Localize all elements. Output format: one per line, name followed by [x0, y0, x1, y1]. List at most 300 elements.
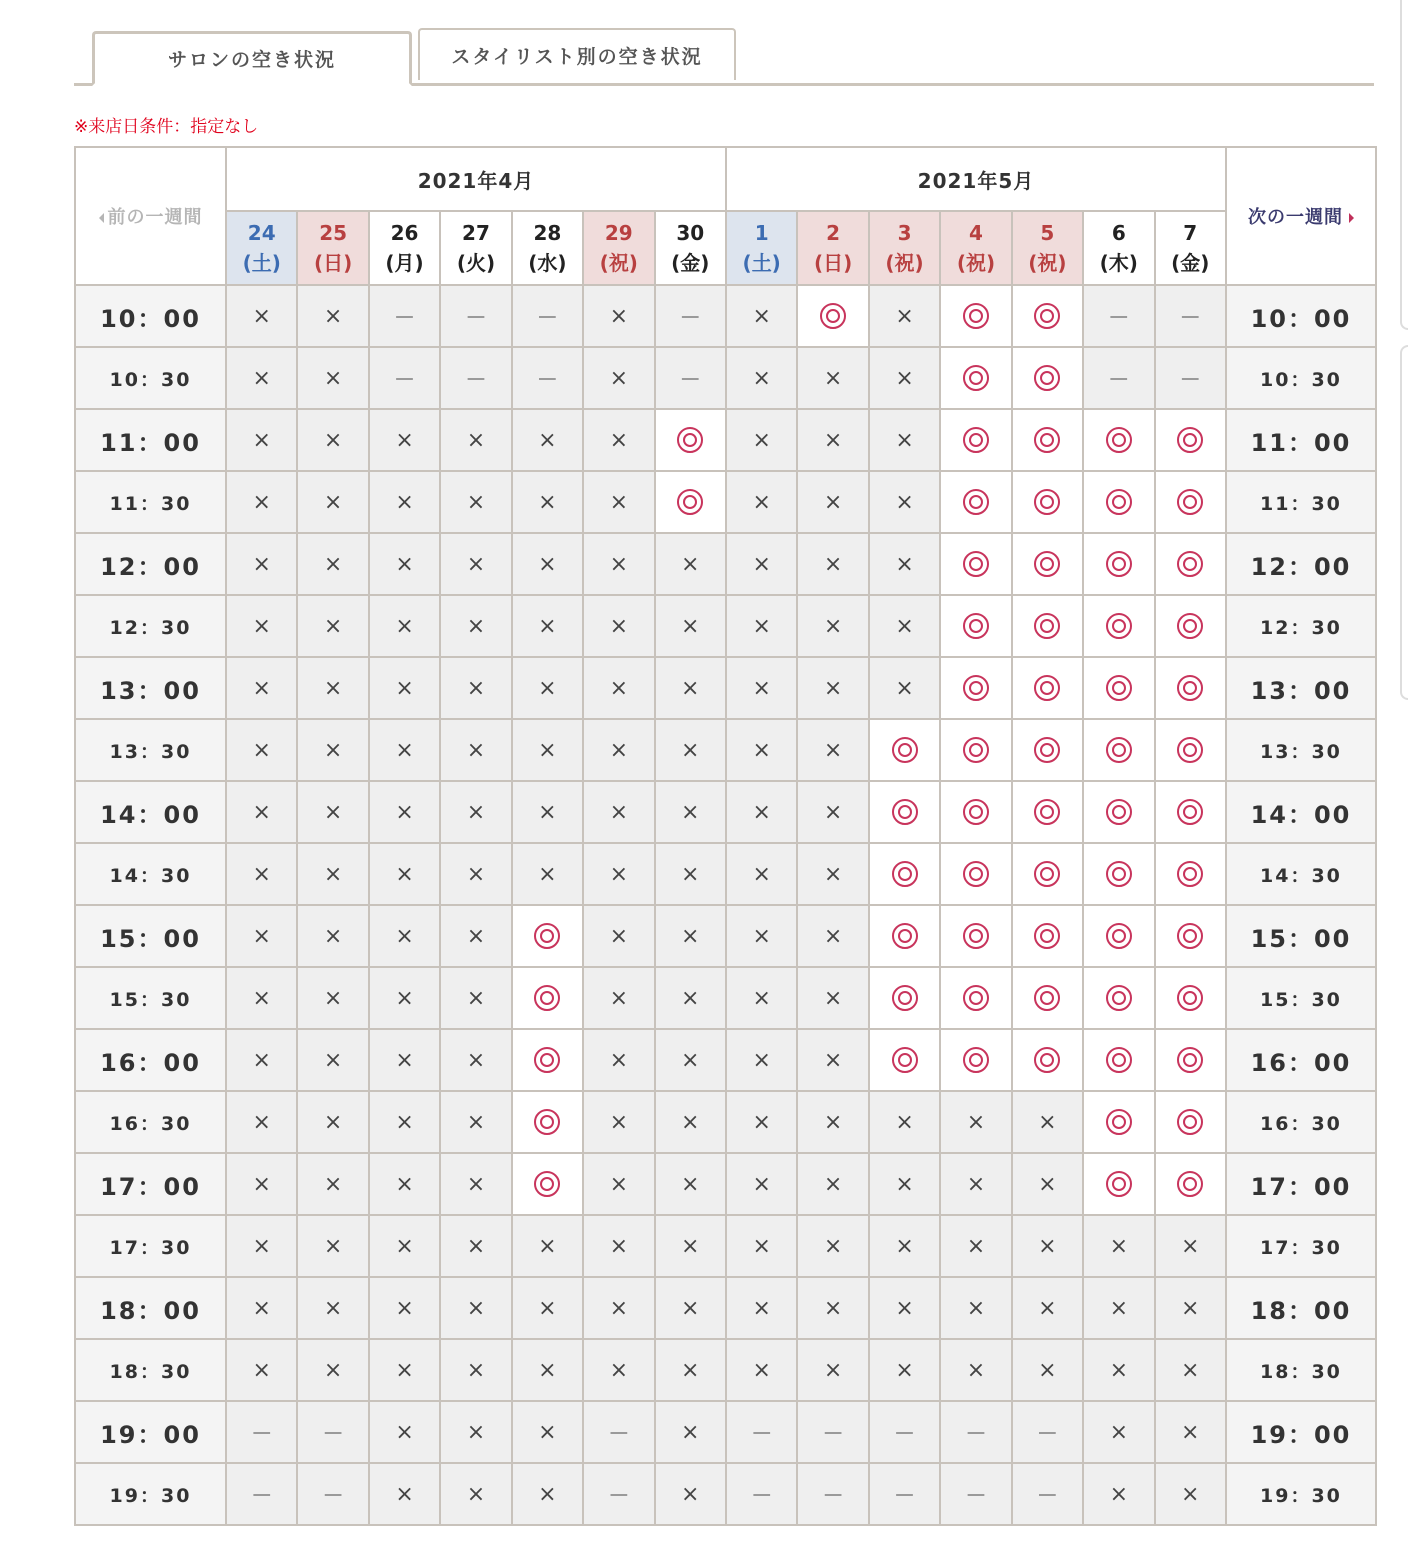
- slot-full: ×: [655, 1091, 726, 1153]
- slot-full: ×: [797, 533, 868, 595]
- day-header: [1155, 211, 1226, 285]
- slot-available[interactable]: [940, 967, 1011, 1029]
- slot-full: ×: [726, 533, 797, 595]
- slot-available[interactable]: [1012, 533, 1083, 595]
- slot-closed: －: [369, 285, 440, 347]
- left-time-label: 14：30: [75, 843, 226, 905]
- double-circle-icon: [677, 489, 703, 515]
- slot-full: ×: [512, 719, 583, 781]
- visit-date-condition: ※来店日条件：指定なし: [74, 117, 259, 137]
- slot-full: ×: [797, 1029, 868, 1091]
- slot-full: ×: [512, 409, 583, 471]
- slot-full: ×: [797, 409, 868, 471]
- day-of-week: (祝): [599, 251, 638, 275]
- slot-available[interactable]: [1155, 781, 1226, 843]
- slot-available[interactable]: [1083, 471, 1154, 533]
- slot-available[interactable]: [1155, 905, 1226, 967]
- slot-available[interactable]: [1012, 1029, 1083, 1091]
- slot-full: ×: [512, 781, 583, 843]
- slot-available[interactable]: [1155, 719, 1226, 781]
- slot-full: ×: [655, 1215, 726, 1277]
- time-row: [75, 781, 1376, 843]
- double-circle-icon: [534, 923, 560, 949]
- right-time-label: 19：00: [1226, 1401, 1376, 1463]
- right-time-label: 10：00: [1226, 285, 1376, 347]
- time-row: [75, 409, 1376, 471]
- slot-closed: －: [440, 347, 511, 409]
- slot-full: ×: [583, 1091, 654, 1153]
- slot-full: ×: [797, 1091, 868, 1153]
- slot-full: ×: [583, 1215, 654, 1277]
- slot-available[interactable]: [940, 719, 1011, 781]
- next-week-label: 次の一週間: [1247, 207, 1343, 228]
- day-of-week: (水): [528, 251, 567, 275]
- double-circle-icon: [1034, 985, 1060, 1011]
- slot-full: ×: [1155, 1339, 1226, 1401]
- slot-full: ×: [297, 1277, 368, 1339]
- slot-available[interactable]: [1012, 471, 1083, 533]
- slot-available[interactable]: [1155, 409, 1226, 471]
- slot-full: ×: [655, 533, 726, 595]
- slot-full: ×: [512, 1277, 583, 1339]
- slot-available[interactable]: [1083, 595, 1154, 657]
- right-time-label: 16：30: [1226, 1091, 1376, 1153]
- slot-available[interactable]: [512, 1153, 583, 1215]
- double-circle-icon: [1034, 861, 1060, 887]
- slot-full: ×: [726, 285, 797, 347]
- slot-available[interactable]: [1155, 471, 1226, 533]
- slot-full: ×: [940, 1277, 1011, 1339]
- slot-full: ×: [655, 1029, 726, 1091]
- slot-available[interactable]: [940, 843, 1011, 905]
- slot-available[interactable]: [1012, 409, 1083, 471]
- slot-full: ×: [940, 1153, 1011, 1215]
- slot-available[interactable]: [1012, 657, 1083, 719]
- slot-full: ×: [583, 1277, 654, 1339]
- slot-full: ×: [226, 285, 297, 347]
- slot-available[interactable]: [655, 409, 726, 471]
- slot-available[interactable]: [940, 285, 1011, 347]
- slot-closed: －: [869, 1401, 940, 1463]
- left-time-label: 12：00: [75, 533, 226, 595]
- double-circle-icon: [963, 675, 989, 701]
- slot-full: ×: [726, 905, 797, 967]
- slot-closed: －: [440, 285, 511, 347]
- slot-available[interactable]: [655, 471, 726, 533]
- right-time-label: 12：00: [1226, 533, 1376, 595]
- next-week-button[interactable]: [1226, 147, 1376, 285]
- day-of-week: (月): [385, 251, 424, 275]
- slot-full: ×: [726, 595, 797, 657]
- left-time-label: 18：30: [75, 1339, 226, 1401]
- slot-available[interactable]: [1083, 1091, 1154, 1153]
- prev-week-label: 前の一週間: [107, 207, 203, 228]
- slot-full: ×: [440, 719, 511, 781]
- slot-closed: －: [226, 1463, 297, 1525]
- double-circle-icon: [1106, 675, 1132, 701]
- slot-full: ×: [583, 967, 654, 1029]
- slot-full: ×: [1155, 1277, 1226, 1339]
- slot-full: ×: [583, 409, 654, 471]
- slot-closed: －: [1012, 1463, 1083, 1525]
- slot-full: ×: [512, 533, 583, 595]
- day-header: [440, 211, 511, 285]
- time-row: [75, 843, 1376, 905]
- tab-salon-availability[interactable]: サロンの空き状況: [92, 31, 412, 86]
- slot-available[interactable]: [940, 347, 1011, 409]
- slot-full: ×: [869, 595, 940, 657]
- slot-available[interactable]: [940, 781, 1011, 843]
- double-circle-icon: [1106, 799, 1132, 825]
- tab-stylist-availability[interactable]: スタイリスト別の空き状況: [418, 28, 736, 80]
- slot-full: ×: [797, 719, 868, 781]
- day-header: [369, 211, 440, 285]
- double-circle-icon: [1034, 489, 1060, 515]
- left-time-label: 13：30: [75, 719, 226, 781]
- slot-full: ×: [297, 719, 368, 781]
- slot-available[interactable]: [512, 1029, 583, 1091]
- time-row: [75, 1401, 1376, 1463]
- prev-week-button[interactable]: [75, 147, 226, 285]
- double-circle-icon: [1034, 675, 1060, 701]
- left-time-label: 19：30: [75, 1463, 226, 1525]
- slot-full: ×: [297, 967, 368, 1029]
- left-time-label: 19：00: [75, 1401, 226, 1463]
- slot-closed: －: [512, 285, 583, 347]
- slot-full: ×: [512, 657, 583, 719]
- time-row: [75, 657, 1376, 719]
- double-circle-icon: [1034, 799, 1060, 825]
- double-circle-icon: [1177, 1109, 1203, 1135]
- slot-full: ×: [726, 1091, 797, 1153]
- slot-full: ×: [726, 1339, 797, 1401]
- slot-available[interactable]: [512, 1091, 583, 1153]
- slot-available[interactable]: [1155, 595, 1226, 657]
- slot-full: ×: [369, 967, 440, 1029]
- slot-full: ×: [797, 595, 868, 657]
- day-of-week: (木): [1099, 251, 1138, 275]
- time-row: [75, 1339, 1376, 1401]
- slot-available[interactable]: [1083, 533, 1154, 595]
- slot-available[interactable]: [1083, 719, 1154, 781]
- double-circle-icon: [1106, 1047, 1132, 1073]
- time-slot-grid: [75, 285, 1376, 1525]
- slot-available[interactable]: [1083, 1029, 1154, 1091]
- double-circle-icon: [1106, 861, 1132, 887]
- slot-available[interactable]: [797, 285, 868, 347]
- slot-full: ×: [869, 1215, 940, 1277]
- side-edge-decoration: [1400, 0, 1408, 330]
- double-circle-icon: [1177, 923, 1203, 949]
- slot-full: ×: [797, 905, 868, 967]
- slot-full: ×: [440, 1463, 511, 1525]
- slot-full: ×: [226, 471, 297, 533]
- slot-available[interactable]: [869, 967, 940, 1029]
- slot-full: ×: [440, 409, 511, 471]
- slot-full: ×: [226, 1277, 297, 1339]
- slot-full: ×: [797, 1215, 868, 1277]
- left-time-label: 11：30: [75, 471, 226, 533]
- slot-available[interactable]: [1012, 347, 1083, 409]
- slot-available[interactable]: [940, 1029, 1011, 1091]
- day-of-week: (日): [313, 251, 353, 275]
- double-circle-icon: [892, 799, 918, 825]
- day-of-week: (日): [813, 251, 853, 275]
- day-of-week: (金): [1171, 251, 1210, 275]
- slot-full: ×: [869, 1277, 940, 1339]
- slot-closed: －: [1155, 347, 1226, 409]
- slot-full: ×: [583, 905, 654, 967]
- slot-closed: －: [869, 1463, 940, 1525]
- slot-full: ×: [440, 533, 511, 595]
- day-date: 26: [390, 221, 419, 245]
- slot-full: ×: [297, 471, 368, 533]
- slot-full: ×: [1083, 1339, 1154, 1401]
- slot-full: ×: [583, 843, 654, 905]
- slot-full: ×: [226, 1153, 297, 1215]
- slot-full: ×: [226, 781, 297, 843]
- left-time-label: 15：30: [75, 967, 226, 1029]
- slot-full: ×: [583, 781, 654, 843]
- chevron-right-icon: [1349, 213, 1354, 223]
- slot-full: ×: [440, 1339, 511, 1401]
- slot-available[interactable]: [1012, 781, 1083, 843]
- slot-full: ×: [297, 1091, 368, 1153]
- slot-closed: －: [1083, 285, 1154, 347]
- slot-available[interactable]: [869, 1029, 940, 1091]
- slot-full: ×: [1155, 1401, 1226, 1463]
- slot-full: ×: [869, 657, 940, 719]
- slot-closed: －: [940, 1401, 1011, 1463]
- slot-full: ×: [440, 595, 511, 657]
- double-circle-icon: [820, 303, 846, 329]
- slot-full: ×: [297, 409, 368, 471]
- slot-full: ×: [583, 1029, 654, 1091]
- double-circle-icon: [963, 1047, 989, 1073]
- double-circle-icon: [963, 923, 989, 949]
- day-header: [226, 211, 297, 285]
- left-time-label: 11：00: [75, 409, 226, 471]
- slot-full: ×: [940, 1091, 1011, 1153]
- slot-available[interactable]: [940, 595, 1011, 657]
- slot-full: ×: [440, 1277, 511, 1339]
- right-time-label: 10：30: [1226, 347, 1376, 409]
- slot-full: ×: [369, 471, 440, 533]
- day-date: 6: [1111, 221, 1126, 245]
- slot-full: ×: [583, 533, 654, 595]
- time-row: [75, 595, 1376, 657]
- slot-full: ×: [512, 1401, 583, 1463]
- slot-full: ×: [583, 347, 654, 409]
- slot-available[interactable]: [1155, 967, 1226, 1029]
- right-time-label: 15：00: [1226, 905, 1376, 967]
- slot-available[interactable]: [1155, 1153, 1226, 1215]
- left-time-label: 18：00: [75, 1277, 226, 1339]
- slot-full: ×: [369, 781, 440, 843]
- time-row: [75, 967, 1376, 1029]
- slot-available[interactable]: [512, 967, 583, 1029]
- time-row: [75, 905, 1376, 967]
- day-date: 30: [676, 221, 705, 245]
- slot-full: ×: [797, 471, 868, 533]
- time-row: [75, 1463, 1376, 1525]
- slot-full: ×: [440, 905, 511, 967]
- slot-full: ×: [226, 1029, 297, 1091]
- slot-full: ×: [440, 1215, 511, 1277]
- slot-full: ×: [655, 719, 726, 781]
- double-circle-icon: [963, 551, 989, 577]
- day-header: [583, 211, 654, 285]
- slot-full: ×: [583, 595, 654, 657]
- slot-available[interactable]: [869, 719, 940, 781]
- slot-full: ×: [869, 1339, 940, 1401]
- right-time-label: 18：30: [1226, 1339, 1376, 1401]
- left-time-label: 14：00: [75, 781, 226, 843]
- day-date: 24: [247, 221, 276, 245]
- slot-full: ×: [512, 471, 583, 533]
- slot-full: ×: [512, 1215, 583, 1277]
- slot-available[interactable]: [1155, 533, 1226, 595]
- double-circle-icon: [963, 861, 989, 887]
- day-header: [1012, 211, 1083, 285]
- slot-full: ×: [226, 719, 297, 781]
- slot-full: ×: [655, 1401, 726, 1463]
- slot-available[interactable]: [1083, 905, 1154, 967]
- slot-closed: －: [297, 1401, 368, 1463]
- slot-full: ×: [369, 1401, 440, 1463]
- left-time-label: 15：00: [75, 905, 226, 967]
- time-row: [75, 1215, 1376, 1277]
- slot-full: ×: [583, 471, 654, 533]
- slot-available[interactable]: [869, 905, 940, 967]
- slot-available[interactable]: [940, 471, 1011, 533]
- slot-full: ×: [797, 781, 868, 843]
- slot-full: ×: [297, 843, 368, 905]
- month-header-may: 2021年5月: [726, 147, 1226, 211]
- slot-available[interactable]: [1155, 1091, 1226, 1153]
- slot-full: ×: [1083, 1277, 1154, 1339]
- left-time-label: 10：00: [75, 285, 226, 347]
- slot-available[interactable]: [1083, 781, 1154, 843]
- slot-full: ×: [512, 595, 583, 657]
- slot-full: ×: [297, 905, 368, 967]
- slot-closed: －: [512, 347, 583, 409]
- day-date: 1: [754, 221, 769, 245]
- day-date: 29: [604, 221, 633, 245]
- slot-full: ×: [226, 657, 297, 719]
- left-time-label: 17：00: [75, 1153, 226, 1215]
- slot-available[interactable]: [1083, 967, 1154, 1029]
- slot-full: ×: [583, 657, 654, 719]
- slot-full: ×: [726, 781, 797, 843]
- slot-available[interactable]: [869, 781, 940, 843]
- slot-full: ×: [655, 1463, 726, 1525]
- slot-available[interactable]: [940, 905, 1011, 967]
- slot-full: ×: [369, 719, 440, 781]
- slot-available[interactable]: [1083, 843, 1154, 905]
- slot-full: ×: [226, 347, 297, 409]
- day-date: 7: [1183, 221, 1198, 245]
- day-header-row: [75, 211, 1376, 285]
- slot-closed: －: [655, 347, 726, 409]
- double-circle-icon: [1106, 613, 1132, 639]
- slot-available[interactable]: [940, 533, 1011, 595]
- right-time-label: 19：30: [1226, 1463, 1376, 1525]
- double-circle-icon: [1106, 427, 1132, 453]
- day-header: [726, 211, 797, 285]
- left-time-label: 16：00: [75, 1029, 226, 1091]
- double-circle-icon: [1177, 985, 1203, 1011]
- right-time-label: 16：00: [1226, 1029, 1376, 1091]
- double-circle-icon: [1177, 675, 1203, 701]
- double-circle-icon: [1177, 551, 1203, 577]
- slot-available[interactable]: [1012, 967, 1083, 1029]
- slot-full: ×: [655, 843, 726, 905]
- day-header: [655, 211, 726, 285]
- slot-available[interactable]: [1155, 843, 1226, 905]
- slot-full: ×: [655, 781, 726, 843]
- left-time-label: 17：30: [75, 1215, 226, 1277]
- slot-full: ×: [440, 1153, 511, 1215]
- slot-full: ×: [583, 719, 654, 781]
- left-time-label: 12：30: [75, 595, 226, 657]
- slot-available[interactable]: [1012, 905, 1083, 967]
- day-date: 3: [897, 221, 912, 245]
- double-circle-icon: [534, 985, 560, 1011]
- slot-available[interactable]: [1012, 285, 1083, 347]
- slot-full: ×: [869, 471, 940, 533]
- slot-closed: －: [940, 1463, 1011, 1525]
- right-time-label: 14：30: [1226, 843, 1376, 905]
- slot-available[interactable]: [940, 409, 1011, 471]
- day-date: 4: [969, 221, 983, 245]
- day-header: [297, 211, 368, 285]
- slot-full: ×: [797, 1277, 868, 1339]
- slot-available[interactable]: [1012, 843, 1083, 905]
- slot-available[interactable]: [1083, 1153, 1154, 1215]
- left-time-label: 10：30: [75, 347, 226, 409]
- slot-full: ×: [726, 409, 797, 471]
- slot-available[interactable]: [1083, 657, 1154, 719]
- slot-available[interactable]: [1012, 595, 1083, 657]
- slot-full: ×: [797, 967, 868, 1029]
- slot-full: ×: [655, 1153, 726, 1215]
- slot-available[interactable]: [1012, 719, 1083, 781]
- time-row: [75, 719, 1376, 781]
- slot-full: ×: [655, 1277, 726, 1339]
- slot-full: ×: [226, 905, 297, 967]
- slot-available[interactable]: [940, 657, 1011, 719]
- slot-closed: －: [369, 347, 440, 409]
- slot-full: ×: [797, 1153, 868, 1215]
- time-row: [75, 533, 1376, 595]
- day-header: [797, 211, 868, 285]
- slot-available[interactable]: [512, 905, 583, 967]
- slot-full: ×: [369, 905, 440, 967]
- slot-available[interactable]: [1155, 657, 1226, 719]
- slot-full: ×: [226, 843, 297, 905]
- slot-available[interactable]: [869, 843, 940, 905]
- slot-available[interactable]: [1155, 1029, 1226, 1091]
- double-circle-icon: [1034, 1047, 1060, 1073]
- double-circle-icon: [963, 613, 989, 639]
- double-circle-icon: [1034, 365, 1060, 391]
- slot-full: ×: [369, 1091, 440, 1153]
- slot-full: ×: [940, 1339, 1011, 1401]
- double-circle-icon: [677, 427, 703, 453]
- slot-available[interactable]: [1083, 409, 1154, 471]
- slot-full: ×: [726, 967, 797, 1029]
